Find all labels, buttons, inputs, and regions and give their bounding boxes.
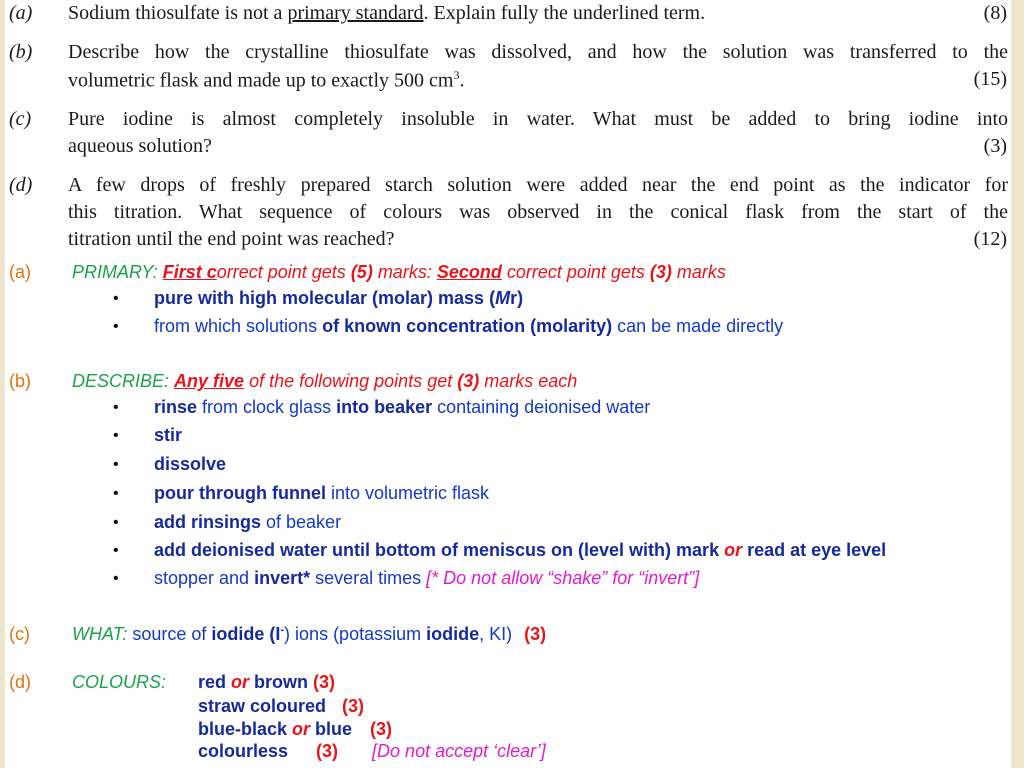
answer-a-point1-end: r) bbox=[510, 288, 524, 308]
marks-3: (3) bbox=[342, 696, 365, 716]
bullet: • bbox=[113, 542, 119, 559]
answer-a-point1 bbox=[154, 288, 523, 309]
second-emphasis: Second bbox=[436, 262, 502, 282]
answer-a-heading-text: orrect point gets bbox=[216, 262, 351, 282]
invert-text: invert* bbox=[254, 568, 311, 588]
underlined-term: primary standard bbox=[287, 2, 424, 24]
eye-level-text: read at eye level bbox=[742, 540, 887, 560]
iodide-text-2: iodide bbox=[426, 624, 480, 644]
marks-5: (5) bbox=[350, 262, 373, 282]
marks-3: (3) bbox=[649, 262, 672, 282]
potassium-text: ) ions (potassium bbox=[284, 624, 427, 644]
or-text: or bbox=[292, 719, 311, 739]
blue-black-text: blue-black bbox=[198, 719, 293, 739]
answer-b-point4 bbox=[154, 483, 489, 504]
superscript-3: 3 bbox=[453, 68, 460, 82]
iodide-ion-symbol: (I bbox=[264, 624, 281, 644]
question-b-line2-end: . bbox=[459, 69, 465, 92]
answer-b-point7 bbox=[154, 568, 699, 589]
answer-b-heading-end: marks each bbox=[479, 371, 578, 391]
question-b-line1: Describe how the crystalline thiosulfate was dissolved, and how the solution was transferred to the bbox=[68, 41, 1008, 63]
answer-b-heading-text: of the following points get bbox=[244, 371, 458, 391]
answer-b-point5 bbox=[154, 512, 341, 533]
marks-3: (3) bbox=[524, 624, 547, 644]
blue-text: blue bbox=[310, 719, 353, 739]
straw-coloured-text: straw coloured bbox=[198, 696, 327, 716]
clock-glass-text: from clock glass bbox=[197, 397, 337, 417]
bullet: • bbox=[113, 399, 119, 416]
question-a-text-end: . Explain fully the underlined term. bbox=[423, 2, 706, 24]
answer-a-heading-text2: marks: bbox=[372, 262, 437, 282]
minus-superscript: - bbox=[280, 624, 285, 636]
keyword-primary: PRIMARY: bbox=[72, 262, 158, 282]
red-text: red bbox=[198, 672, 232, 692]
answer-a-label: (a) bbox=[9, 262, 31, 282]
answer-a-heading-text3: correct point gets bbox=[501, 262, 650, 282]
question-d-line3: titration until the end point was reached? bbox=[68, 228, 395, 250]
marks-3: (3) bbox=[313, 672, 336, 692]
symbol-m: M bbox=[495, 288, 511, 308]
colour-line-2 bbox=[198, 696, 364, 717]
or-text: or bbox=[724, 540, 743, 560]
question-c-line2: aqueous solution? bbox=[68, 135, 212, 157]
answer-d-label: (d) bbox=[9, 672, 31, 692]
question-d-line2: this titration. What sequence of colours was observed in the conical flask from the start of the bbox=[68, 201, 1008, 223]
iodide-text: iodide bbox=[211, 624, 265, 644]
bullet: • bbox=[113, 427, 119, 444]
brown-text: brown bbox=[249, 672, 309, 692]
answer-c-label: (c) bbox=[9, 624, 30, 644]
marks-3: (3) bbox=[457, 371, 480, 391]
answer-a-point1-text: pure with high molecular (molar) mass ( bbox=[154, 288, 496, 308]
question-d-label: (d) bbox=[9, 174, 33, 196]
any-five-emphasis: Any five bbox=[174, 371, 245, 391]
answer-b-point6 bbox=[154, 540, 886, 561]
or-text: or bbox=[231, 672, 250, 692]
question-b-marks: (15) bbox=[973, 68, 1007, 90]
answer-b-point1 bbox=[154, 397, 650, 418]
several-times-text: several times bbox=[310, 568, 427, 588]
answer-a-point2-text: from which solutions bbox=[154, 316, 323, 336]
marks-3: (3) bbox=[370, 719, 393, 739]
bullet: • bbox=[113, 570, 119, 587]
ki-text: , KI) bbox=[479, 624, 513, 644]
question-d-marks: (12) bbox=[973, 228, 1007, 250]
answer-b-label: (b) bbox=[9, 371, 31, 391]
source-of-text: source of bbox=[127, 624, 212, 644]
question-a-text: Sodium thiosulfate is not a bbox=[68, 2, 288, 24]
marking-scheme-page bbox=[5, 0, 1011, 768]
into-beaker-text: into beaker bbox=[336, 397, 433, 417]
question-c-line1: Pure iodine is almost completely insoluble in water. What must be added to bring iodine into bbox=[68, 108, 1008, 130]
question-a-marks: (8) bbox=[983, 2, 1007, 24]
note-clear: [Do not accept ‘clear’] bbox=[372, 741, 546, 761]
first-emphasis: First c bbox=[162, 262, 217, 282]
rinse-text: rinse bbox=[154, 397, 198, 417]
keyword-describe: DESCRIBE: bbox=[72, 371, 170, 391]
question-b-label: (b) bbox=[9, 41, 33, 63]
question-b-line2: volumetric flask and made up to exactly 500 cm bbox=[68, 69, 454, 92]
bullet: • bbox=[113, 456, 119, 473]
answer-a-point2-bold: of known concentration (molarity) bbox=[322, 316, 613, 336]
colour-line-4 bbox=[198, 741, 546, 762]
answer-b-heading bbox=[72, 371, 577, 392]
colour-line-3 bbox=[198, 719, 392, 740]
marks-3: (3) bbox=[316, 741, 339, 761]
bullet: • bbox=[113, 485, 119, 502]
stopper-text: stopper and bbox=[154, 568, 255, 588]
question-d-line1: A few drops of freshly prepared starch solution were added near the end point as the indicator for bbox=[68, 174, 1008, 196]
question-c-label: (c) bbox=[9, 108, 32, 130]
answer-a-heading-text4: marks bbox=[671, 262, 726, 282]
keyword-colours: COLOURS: bbox=[72, 672, 167, 692]
bullet: • bbox=[113, 318, 119, 335]
answer-a-point2-end: can be made directly bbox=[612, 316, 784, 336]
colour-line-1 bbox=[198, 672, 335, 693]
deionised-water-text: containing deionised water bbox=[432, 397, 651, 417]
funnel-text: pour through funnel bbox=[154, 483, 326, 503]
meniscus-text: add deionised water until bottom of meniscus on (level with) mark bbox=[154, 540, 725, 560]
answer-c-text bbox=[72, 624, 546, 645]
of-beaker-text: of beaker bbox=[261, 512, 342, 532]
keyword-what: WHAT: bbox=[72, 624, 128, 644]
answer-b-point2: stir bbox=[154, 425, 183, 445]
answer-a-heading bbox=[72, 262, 726, 283]
colourless-text: colourless bbox=[198, 741, 289, 761]
bullet: • bbox=[113, 514, 119, 531]
bullet: • bbox=[113, 290, 119, 307]
rinsings-text: add rinsings bbox=[154, 512, 262, 532]
volumetric-flask-text: into volumetric flask bbox=[325, 483, 490, 503]
note-shake-invert: [* Do not allow “shake” for “invert”] bbox=[426, 568, 700, 588]
answer-b-point3: dissolve bbox=[154, 454, 227, 474]
question-c-marks: (3) bbox=[983, 135, 1007, 157]
question-a-label: (a) bbox=[9, 2, 33, 24]
answer-a-point2 bbox=[154, 316, 783, 337]
